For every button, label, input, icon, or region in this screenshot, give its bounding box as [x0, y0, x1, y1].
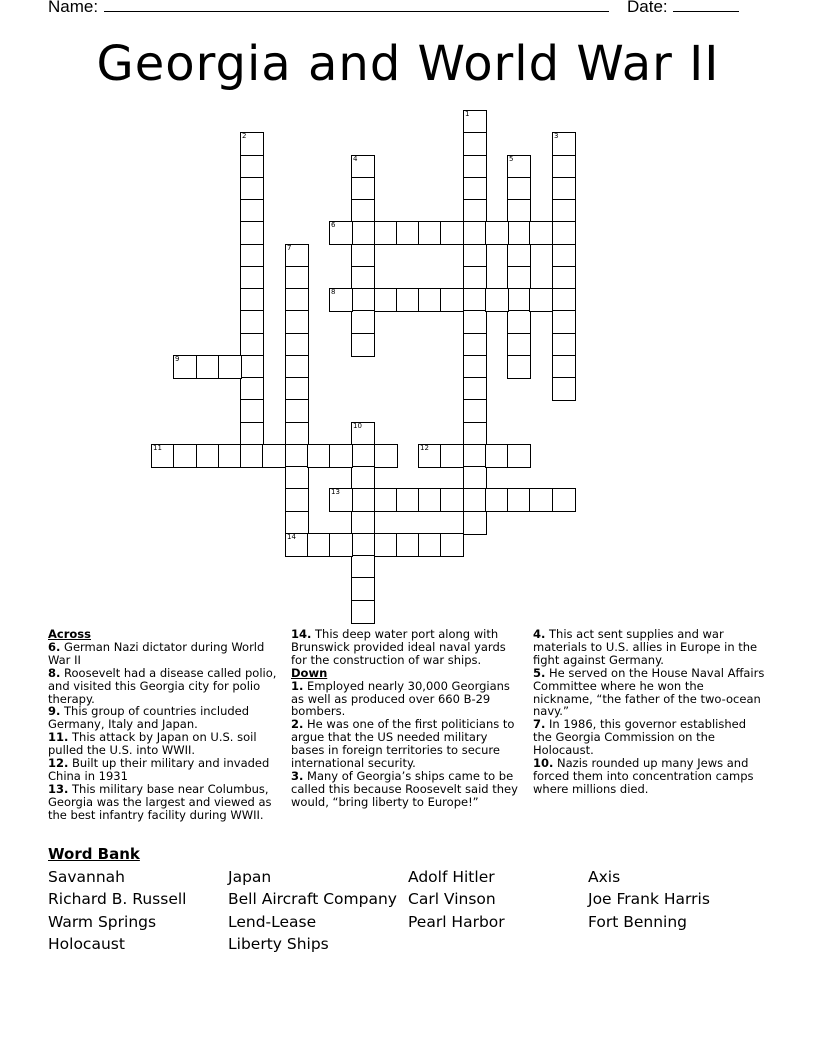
name-field[interactable] [104, 0, 609, 12]
crossword-cell[interactable] [285, 488, 309, 512]
crossword-cell[interactable] [463, 488, 487, 512]
crossword-cell[interactable] [196, 355, 220, 379]
crossword-cell[interactable] [463, 177, 487, 201]
clue-text: Roosevelt had a disease called polio, and visited this Georgia city for polio therapy. [48, 665, 277, 706]
crossword-cell[interactable] [240, 310, 264, 334]
crossword-cell[interactable] [529, 221, 553, 245]
crossword-cell[interactable] [396, 533, 420, 557]
cell-number: 2 [242, 132, 247, 140]
word-bank-item: Carl Vinson [408, 890, 496, 909]
crossword-cell[interactable] [329, 444, 353, 468]
clue-down-7 [533, 718, 765, 757]
crossword-cell[interactable] [396, 288, 420, 312]
crossword-cell[interactable] [485, 221, 509, 245]
clue-down-4 [533, 628, 765, 667]
crossword-cell[interactable] [463, 199, 487, 223]
word-bank [48, 866, 768, 956]
clue-number: 5. [533, 665, 546, 680]
cell-number: 14 [287, 533, 296, 541]
word-bank-item: Savannah [48, 868, 125, 886]
clue-across-14 [291, 628, 523, 667]
crossword-cell[interactable] [552, 310, 576, 334]
crossword-cell[interactable] [307, 444, 331, 468]
cell-number: 5 [509, 155, 514, 163]
crossword-cell[interactable] [396, 221, 420, 245]
clue-across-9 [48, 705, 280, 731]
crossword-cell[interactable] [507, 444, 531, 468]
crossword-cell[interactable] [440, 533, 464, 557]
word-bank-item: Holocaust [48, 935, 125, 954]
crossword-cell[interactable] [440, 288, 464, 312]
crossword-cell[interactable] [552, 266, 576, 290]
word-bank-item: Liberty Ships [228, 935, 329, 954]
down-header: Down [291, 665, 328, 680]
crossword-cell[interactable] [351, 577, 375, 601]
crossword-cell[interactable] [196, 444, 220, 468]
crossword-cell[interactable] [240, 177, 264, 201]
crossword-cell[interactable] [507, 333, 531, 357]
crossword-cell[interactable] [418, 288, 442, 312]
clue-number: 4. [533, 627, 546, 641]
clue-text: Employed nearly 30,000 Georgians as well as produced over 660 B-29 bombers. [291, 678, 510, 719]
crossword-cell[interactable] [351, 177, 375, 201]
crossword-cell[interactable] [552, 488, 576, 512]
word-bank-item: Joe Frank Harris [588, 890, 710, 909]
crossword-cell[interactable] [552, 199, 576, 223]
clue-number: 9. [48, 704, 61, 719]
crossword-cell[interactable] [285, 533, 309, 557]
header [48, 0, 768, 19]
word-bank-item: Lend-Lease [228, 912, 317, 931]
crossword-cell[interactable] [463, 399, 487, 423]
crossword-cell[interactable] [529, 288, 553, 312]
page-title: Georgia and World War II [96, 36, 720, 92]
cell-number: 12 [420, 444, 429, 452]
cell-number: 13 [331, 488, 340, 496]
crossword-cell[interactable] [418, 488, 442, 512]
crossword-cell[interactable] [240, 355, 264, 379]
crossword-cell[interactable] [173, 444, 197, 468]
crossword-cell[interactable] [374, 221, 398, 245]
crossword-cell[interactable] [285, 377, 309, 401]
crossword-cell[interactable] [463, 132, 487, 156]
crossword-cell[interactable] [351, 288, 375, 312]
word-bank-title: Word Bank [48, 845, 140, 863]
crossword-cell[interactable] [285, 444, 309, 468]
cell-number: 9 [175, 355, 180, 363]
crossword-cell[interactable] [240, 333, 264, 357]
clue-number: 6. [48, 639, 61, 654]
crossword-cell[interactable] [240, 221, 264, 245]
crossword-cell[interactable] [552, 333, 576, 357]
clue-text: Many of Georgia’s ships came to be called this because Roosevelt said they would, “bring liberty to Europe!” [291, 768, 518, 809]
crossword-cell[interactable] [351, 600, 375, 624]
clue-text: This deep water port along with Brunswick provided ideal naval yards for the construction of war ships. [291, 627, 506, 667]
cell-number: 11 [153, 444, 162, 452]
crossword-cell[interactable] [463, 221, 487, 245]
word-bank-item: Bell Aircraft Company [228, 890, 397, 909]
clue-number: 11. [48, 730, 69, 745]
clue-number: 2. [291, 717, 304, 732]
clues-column-3 [533, 628, 765, 796]
cell-number: 3 [554, 132, 559, 140]
cell-number: 6 [331, 221, 336, 229]
crossword-cell[interactable] [507, 288, 531, 312]
crossword-cell[interactable] [507, 177, 531, 201]
crossword-cell[interactable] [529, 488, 553, 512]
date-field[interactable] [673, 0, 739, 12]
word-bank-item: Pearl Harbor [408, 912, 505, 931]
clues-column-1 [48, 628, 280, 822]
clue-across-13 [48, 783, 280, 822]
crossword-cell[interactable] [552, 377, 576, 401]
crossword-cell[interactable] [507, 488, 531, 512]
crossword-cell[interactable] [552, 221, 576, 245]
clue-number: 7. [533, 717, 546, 732]
crossword-cell[interactable] [351, 488, 375, 512]
cell-number: 4 [353, 155, 358, 163]
crossword-cell[interactable] [440, 444, 464, 468]
word-bank-item: Warm Springs [48, 912, 157, 931]
crossword-cell[interactable] [329, 533, 353, 557]
crossword-cell[interactable] [173, 355, 197, 379]
crossword-cell[interactable] [329, 288, 353, 312]
crossword-cell[interactable] [463, 110, 487, 134]
crossword-cell[interactable] [285, 333, 309, 357]
crossword-cell[interactable] [463, 155, 487, 179]
crossword-cell[interactable] [351, 511, 375, 535]
crossword-cell[interactable] [351, 310, 375, 334]
clue-text: This military base near Columbus, Georgia was the largest and viewed as the best infantry facility during WWII. [48, 781, 272, 822]
word-bank-item: Richard B. Russell [48, 890, 187, 909]
clue-number: 8. [48, 665, 61, 680]
crossword-cell[interactable] [507, 155, 531, 179]
crossword-cell[interactable] [351, 555, 375, 579]
crossword-cell[interactable] [351, 199, 375, 223]
word-bank-item: Adolf Hitler [408, 868, 495, 886]
clues-column-2 [291, 628, 523, 809]
crossword-cell[interactable] [463, 310, 487, 334]
clue-text: Nazis rounded up many Jews and forced them into concentration camps where millions died. [533, 756, 754, 796]
crossword-cell[interactable] [463, 266, 487, 290]
crossword-cell[interactable] [374, 288, 398, 312]
clue-number: 13. [48, 781, 69, 796]
crossword-cell[interactable] [552, 288, 576, 312]
crossword-cell[interactable] [240, 155, 264, 179]
crossword-cell[interactable] [552, 244, 576, 268]
crossword-cell[interactable] [240, 377, 264, 401]
crossword-cell[interactable] [463, 288, 487, 312]
crossword-cell[interactable] [463, 466, 487, 490]
clue-number: 12. [48, 756, 69, 771]
crossword-cell[interactable] [552, 355, 576, 379]
crossword-cell[interactable] [507, 266, 531, 290]
crossword-cell[interactable] [240, 199, 264, 223]
crossword-cell[interactable] [507, 310, 531, 334]
crossword-cell[interactable] [307, 533, 331, 557]
crossword-cell[interactable] [329, 488, 353, 512]
cell-number: 10 [353, 422, 362, 430]
crossword-cell[interactable] [374, 488, 398, 512]
date-label: Date: [627, 0, 668, 16]
clue-text: He was one of the first politicians to argue that the US needed military bases in foreign territories to secure international security. [291, 717, 515, 771]
crossword-cell[interactable] [351, 444, 375, 468]
crossword-cell[interactable] [485, 488, 509, 512]
crossword-cell[interactable] [418, 444, 442, 468]
crossword-cell[interactable] [262, 444, 286, 468]
crossword-cell[interactable] [507, 221, 531, 245]
crossword-cell[interactable] [285, 244, 309, 268]
clue-number: 3. [291, 768, 304, 783]
crossword-cell[interactable] [463, 355, 487, 379]
clue-text: This act sent supplies and war materials to U.S. allies in Europe in the fight against Germany. [533, 627, 758, 667]
crossword-cell[interactable] [240, 399, 264, 423]
crossword-cell[interactable] [440, 221, 464, 245]
crossword-cell[interactable] [374, 533, 398, 557]
crossword-cell[interactable] [507, 355, 531, 379]
crossword-cell[interactable] [463, 422, 487, 446]
crossword-cell[interactable] [351, 266, 375, 290]
crossword-cell[interactable] [240, 244, 264, 268]
clue-down-10 [533, 757, 765, 796]
crossword-cell[interactable] [396, 488, 420, 512]
clue-down-3 [291, 770, 523, 809]
clue-across-8 [48, 667, 280, 706]
crossword-cell[interactable] [351, 244, 375, 268]
crossword-cell[interactable] [463, 377, 487, 401]
crossword-cell[interactable] [240, 266, 264, 290]
clue-across-6 [48, 641, 280, 667]
crossword-cell[interactable] [285, 399, 309, 423]
crossword-cell[interactable] [351, 221, 375, 245]
clue-text: This group of countries included Germany, Italy and Japan. [48, 704, 250, 732]
crossword-cell[interactable] [507, 244, 531, 268]
clue-number: 10. [533, 756, 554, 771]
crossword-cell[interactable] [240, 132, 264, 156]
crossword-cell[interactable] [285, 511, 309, 535]
crossword-cell[interactable] [374, 444, 398, 468]
crossword-cell[interactable] [285, 266, 309, 290]
clue-text: This attack by Japan on U.S. soil pulled the U.S. into WWII. [48, 730, 257, 758]
crossword-cell[interactable] [463, 244, 487, 268]
across-header: Across [48, 627, 91, 641]
clue-down-2 [291, 718, 523, 770]
crossword-cell[interactable] [463, 444, 487, 468]
word-bank-item: Axis [588, 868, 621, 886]
clue-text: German Nazi dictator during World War II [48, 639, 265, 667]
cell-number: 7 [287, 244, 292, 252]
crossword-cell[interactable] [463, 333, 487, 357]
crossword-cell[interactable] [351, 155, 375, 179]
crossword-cell[interactable] [151, 444, 175, 468]
crossword-cell[interactable] [552, 177, 576, 201]
crossword-cell[interactable] [552, 155, 576, 179]
crossword-cell[interactable] [485, 288, 509, 312]
crossword-cell[interactable] [240, 422, 264, 446]
cell-number: 8 [331, 288, 336, 296]
cell-number: 1 [465, 110, 470, 118]
crossword-cell[interactable] [285, 310, 309, 334]
crossword-cell[interactable] [440, 488, 464, 512]
crossword-cell[interactable] [351, 333, 375, 357]
word-bank-item: Fort Benning [588, 912, 688, 931]
crossword-cell[interactable] [507, 199, 531, 223]
crossword-cell[interactable] [485, 444, 509, 468]
name-label: Name: [48, 0, 99, 16]
clue-down-5 [533, 667, 765, 719]
crossword-cell[interactable] [418, 221, 442, 245]
clue-across-11 [48, 731, 280, 757]
clue-text: Built up their military and invaded China in 1931 [48, 756, 270, 783]
crossword-cell[interactable] [218, 355, 242, 379]
crossword-cell[interactable] [351, 466, 375, 490]
clue-text: In 1986, this governor established the Georgia Commission on the Holocaust. [533, 717, 747, 758]
clue-number: 14. [291, 627, 312, 641]
crossword-cell[interactable] [285, 355, 309, 379]
crossword-cell[interactable] [418, 533, 442, 557]
clue-number: 1. [291, 678, 304, 693]
crossword-cell[interactable] [285, 422, 309, 446]
crossword-cell[interactable] [240, 288, 264, 312]
crossword-cell[interactable] [218, 444, 242, 468]
word-bank-item: Japan [228, 868, 272, 886]
crossword-cell[interactable] [285, 466, 309, 490]
crossword-cell[interactable] [552, 132, 576, 156]
clue-down-1 [291, 680, 523, 719]
clue-text: He served on the House Naval Affairs Committee where he won the nickname, “the father of the two-ocean navy.” [533, 665, 765, 719]
crossword-cell[interactable] [329, 221, 353, 245]
clue-across-12 [48, 757, 280, 783]
crossword-cell[interactable] [463, 511, 487, 535]
crossword-cell[interactable] [351, 422, 375, 446]
crossword-cell[interactable] [351, 533, 375, 557]
crossword-cell[interactable] [285, 288, 309, 312]
crossword-cell[interactable] [240, 444, 264, 468]
